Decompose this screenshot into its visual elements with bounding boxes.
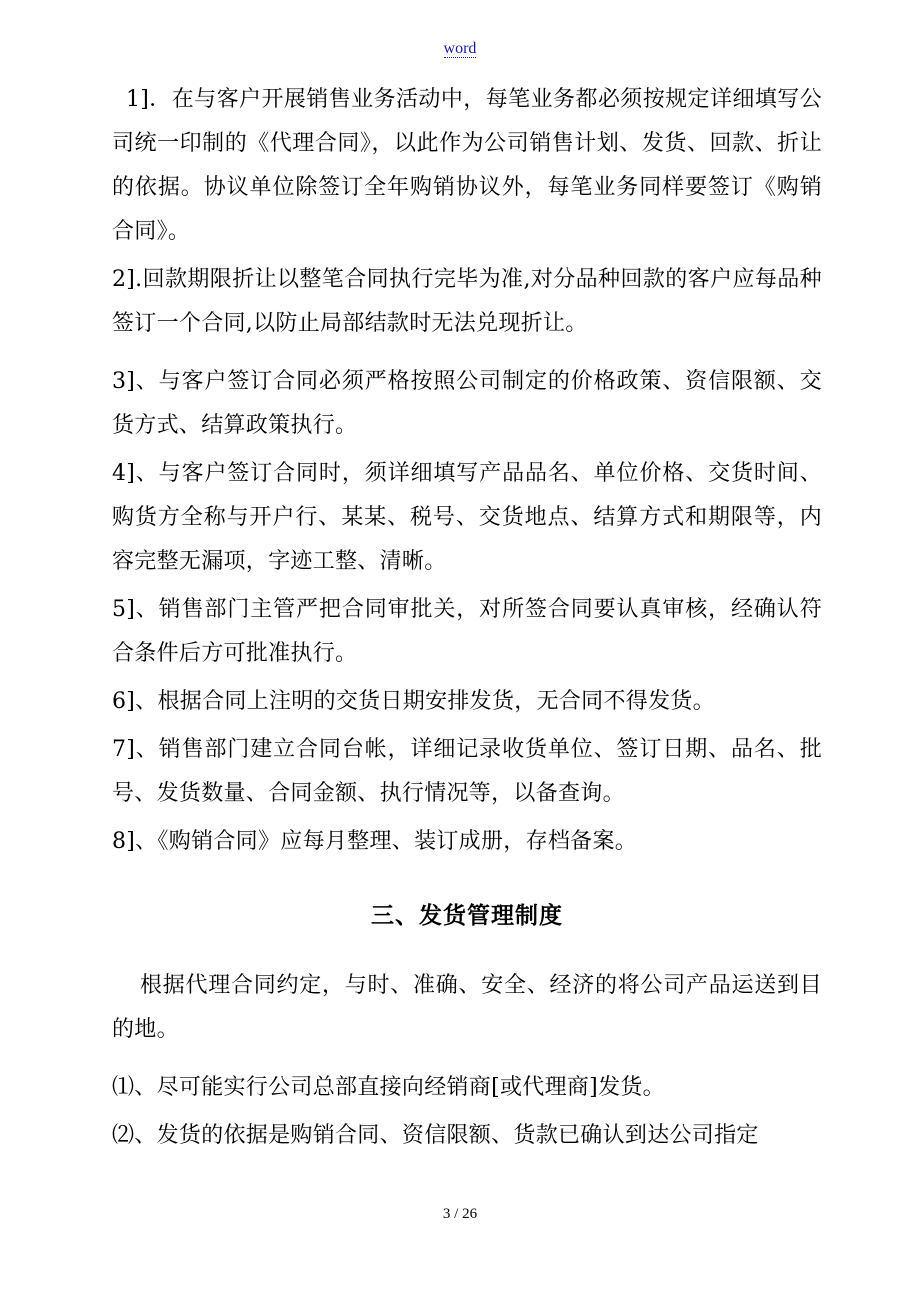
section-item-1: ⑴、尽可能实行公司总部直接向经销商[或代理商]发货。 (112, 1075, 665, 1100)
section-item-2: ⑵、发货的依据是购销合同、资信限额、货款已确认到达公司指定 (112, 1123, 759, 1148)
paragraph-2: 2].回款期限折让以整笔合同执行完毕为准,对分品种回款的客户应每品种签订一个合同,以防止局部结款时无法兑现折让。 (112, 267, 822, 336)
page-number: 3 / 26 (442, 1206, 478, 1222)
paragraph-5: 5]、销售部门主管严把合同审批关，对所签合同要认真审核，经确认符合条件后方可批准执行。 (112, 597, 822, 666)
document-body (112, 78, 822, 1158)
paragraph-8: 8]、《购销合同》应每月整理、装订成册，存档备案。 (112, 829, 638, 854)
header-word-link[interactable]: word (443, 40, 477, 57)
paragraph-4: 4]、与客户签订合同时，须详细填写产品品名、单位价格、交货时间、购货方全称与开户行、某某、税号、交货地点、结算方式和期限等，内容完整无漏项，字迹工整、清晰。 (112, 461, 822, 574)
paragraph-7: 7]、销售部门建立合同台帐，详细记录收货单位、签订日期、品名、批号、发货数量、合同金额、执行情况等，以备查询。 (112, 737, 822, 806)
section-intro: 根据代理合同约定，与时、准确、安全、经济的将公司产品运送到目的地。 (112, 973, 822, 1042)
page-header (0, 40, 920, 58)
section-heading: 三、发货管理制度 (371, 902, 563, 929)
paragraph-1: 1]．在与客户开展销售业务活动中，每笔业务都必须按规定详细填写公司统一印制的《代理合同》，以此作为公司销售计划、发货、回款、折让的依据。协议单位除签订全年购销协议外，每笔业务同样要签订《购销合同》。 (112, 87, 822, 244)
paragraph-6: 6]、根据合同上注明的交货日期安排发货，无合同不得发货。 (112, 689, 715, 714)
paragraph-3: 3]、与客户签订合同必须严格按照公司制定的价格政策、资信限额、交货方式、结算政策执行。 (112, 369, 822, 438)
